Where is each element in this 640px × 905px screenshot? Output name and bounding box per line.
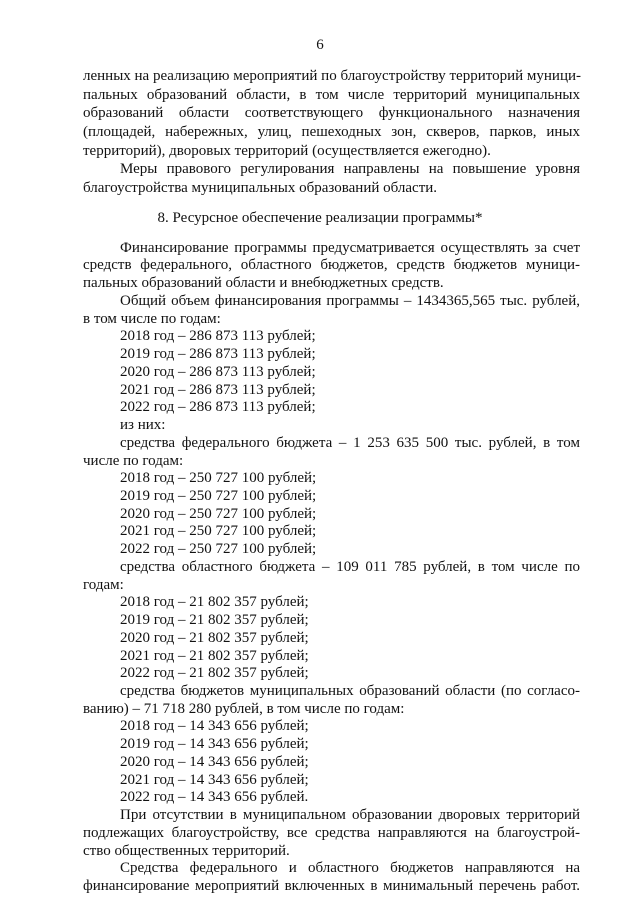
text-line: Общий объем финансирования программы – 1434365,565 тыс. рублей, [120,292,580,309]
text-line: ство общественных территорий. [83,842,290,859]
list-item: 2019 год – 250 727 100 рублей; [120,487,317,504]
text-line: При отсутствии в муниципальном образовании дворовых территорий [120,807,580,824]
list-item: 2018 год – 21 802 357 рублей; [120,594,309,611]
text-line: годам: [83,576,124,593]
list-item: 2020 год – 21 802 357 рублей; [120,629,309,646]
text-line: числе по годам: [83,452,184,469]
text-line: пальных образований области, в том числе территорий муниципальных [83,86,580,103]
text-line: территорий), дворовых территорий (осуществляется ежегодно). [83,142,491,159]
list-item: 2018 год – 250 727 100 рублей; [120,470,317,487]
text-line: из них: [120,417,166,433]
list-item: 2022 год – 286 873 113 рублей; [120,399,316,416]
list-item: 2019 год – 286 873 113 рублей; [120,346,316,363]
text-line: Средства федерального и областного бюджетов направляются на [120,860,580,877]
text-line: средства федерального бюджета – 1 253 635 500 тыс. рублей, в том [120,434,580,451]
page-number: 6 [316,37,324,53]
text-line: Финансирование программы предусматривается осуществлять за счет [120,239,580,256]
list-item: 2022 год – 250 727 100 рублей; [120,541,317,558]
text-line: финансирование мероприятий включенных в минимальный перечень работ. [83,878,580,894]
text-line: средства областного бюджета – 109 011 785 рублей, в том числе по [120,558,580,575]
text-line: подлежащих благоустройству, все средства направляются на благоустрой- [83,824,580,841]
text-line: (площадей, набережных, улиц, пешеходных зон, скверов, парков, иных [83,124,580,140]
list-item: 2020 год – 250 727 100 рублей; [120,505,317,522]
list-item: 2019 год – 21 802 357 рублей; [120,612,309,628]
text-line: ванию) – 71 718 280 рублей, в том числе по годам: [83,700,405,717]
list-item: 2021 год – 14 343 656 рублей; [120,771,309,788]
section-heading: 8. Ресурсное обеспечение реализации программы* [157,209,483,226]
text-line: в том числе по годам: [83,310,221,327]
text-line: благоустройства муниципальных образований области. [83,180,438,196]
text-line: ленных на реализацию мероприятий по благоустройству территорий муници- [83,68,582,84]
list-item: 2018 год – 14 343 656 рублей; [120,718,309,735]
list-item: 2019 год – 14 343 656 рублей; [120,736,309,753]
list-item: 2021 год – 250 727 100 рублей; [120,523,317,540]
list-item: 2022 год – 14 343 656 рублей. [120,789,309,806]
text-line: образований области соответствующего функционального назначения [83,105,580,122]
list-item: 2020 год – 286 873 113 рублей; [120,363,316,380]
text-line: средств федерального, областного бюджетов, средств бюджетов муници- [83,257,580,274]
list-item: 2018 год – 286 873 113 рублей; [120,328,316,345]
list-item: 2022 год – 21 802 357 рублей; [120,665,309,682]
text-line: пальных образований области и внебюджетных средств. [83,275,444,292]
text-line: средства бюджетов муниципальных образований области (по согласо- [120,683,580,699]
list-item: 2021 год – 286 873 113 рублей; [120,381,316,398]
list-item: 2021 год – 21 802 357 рублей; [120,647,309,664]
text-line: Меры правового регулирования направлены на повышение уровня [120,161,580,178]
list-item: 2020 год – 14 343 656 рублей; [120,753,309,770]
